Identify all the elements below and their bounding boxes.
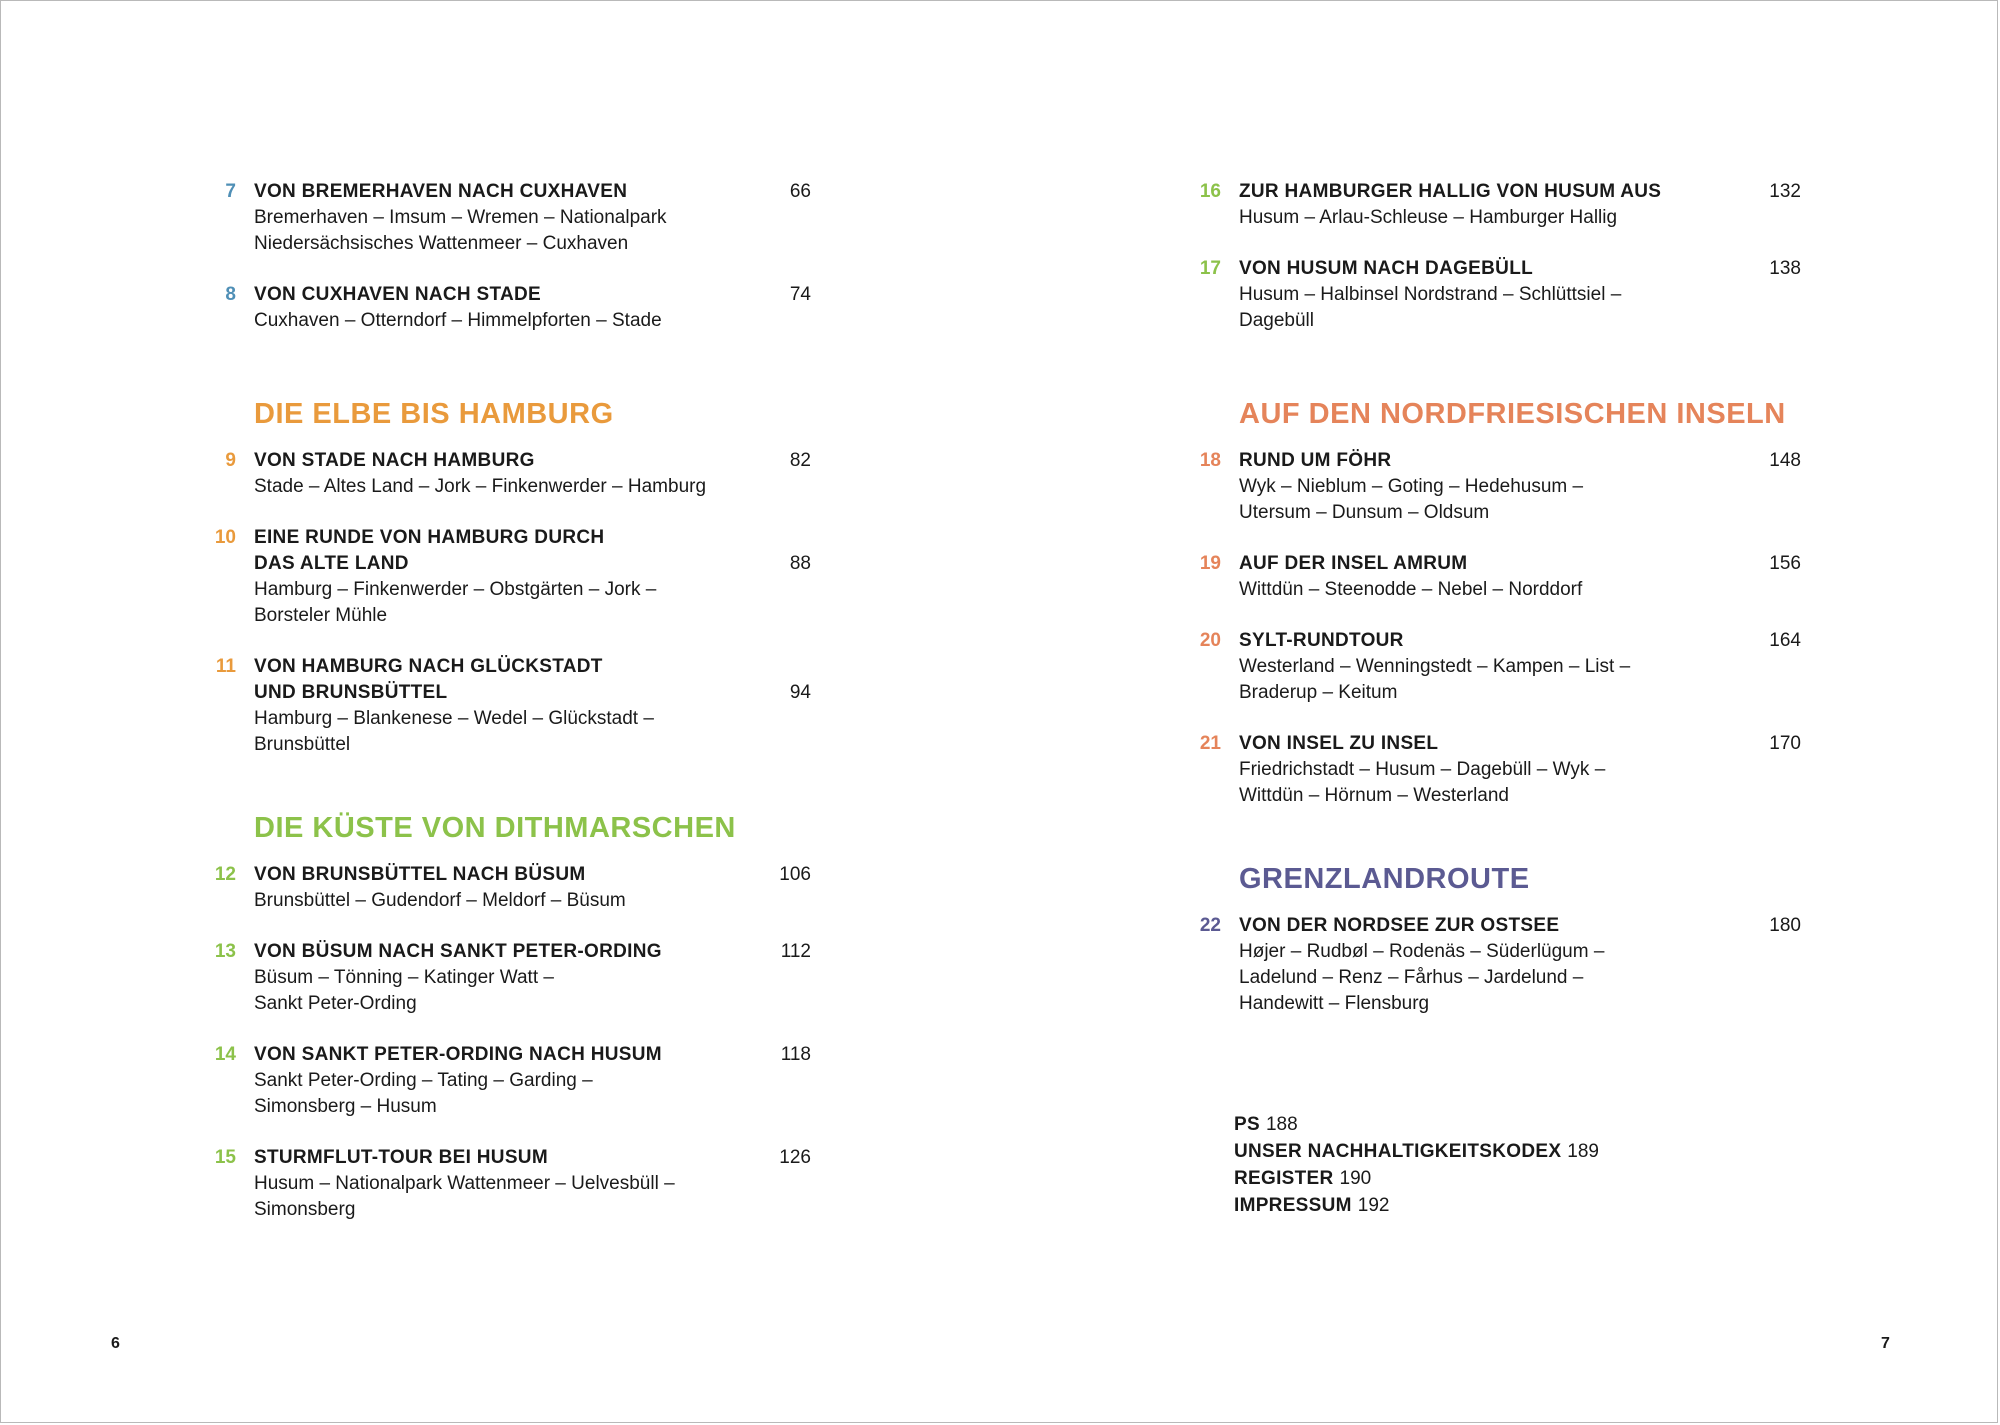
- appendix-label: UNSER NACHHALTIGKEITSKODEX: [1234, 1141, 1562, 1162]
- toc-entry-11[interactable]: [206, 654, 811, 758]
- toc-entry-19[interactable]: [1191, 551, 1801, 603]
- folio-left: 6: [111, 1335, 120, 1352]
- page-number: 132: [1769, 181, 1801, 202]
- route-title: VON SANKT PETER-ORDING NACH HUSUM: [254, 1044, 662, 1065]
- appendix-page: 190: [1339, 1168, 1372, 1189]
- page-number: 106: [779, 864, 811, 885]
- route-number: 12: [214, 864, 236, 885]
- page-number: 180: [1769, 915, 1801, 936]
- route-stops: Hamburg – Finkenwerder – Obstgärten – Jork –: [254, 579, 657, 600]
- route-stops: Husum – Halbinsel Nordstrand – Schlüttsiel –: [1239, 284, 1622, 305]
- toc-entry-18[interactable]: [1191, 448, 1801, 526]
- route-stops: Wittdün – Steenodde – Nebel – Norddorf: [1239, 579, 1583, 600]
- right-page: [1001, 1, 1999, 1422]
- route-title: VON CUXHAVEN NACH STADE: [254, 284, 541, 305]
- route-stops: Borsteler Mühle: [254, 605, 388, 626]
- route-stops: Simonsberg – Husum: [254, 1096, 437, 1117]
- route-stops: Friedrichstadt – Husum – Dagebüll – Wyk –: [1239, 759, 1606, 780]
- route-number: 9: [225, 450, 236, 471]
- route-title: STURMFLUT-TOUR BEI HUSUM: [254, 1147, 548, 1168]
- page-number: 118: [780, 1044, 811, 1065]
- page-number: 138: [1769, 258, 1801, 279]
- route-number: 22: [1199, 915, 1221, 936]
- route-stops: Brunsbüttel: [254, 734, 351, 755]
- section-heading-dithmarschen: DIE KÜSTE VON DITHMARSCHEN: [254, 812, 736, 844]
- route-stops: Bremerhaven – Imsum – Wremen – Nationalpark: [254, 207, 667, 228]
- page-number: 82: [789, 450, 811, 471]
- route-title: VON DER NORDSEE ZUR OSTSEE: [1239, 915, 1560, 936]
- folio-right: 7: [1881, 1335, 1890, 1352]
- section-heading-grenzlandroute: GRENZLANDROUTE: [1239, 863, 1530, 895]
- route-title: UND BRUNSBÜTTEL: [254, 682, 448, 703]
- right-toc-column: [1191, 179, 1801, 1042]
- route-number: 19: [1199, 553, 1221, 574]
- route-stops: Dagebüll: [1239, 310, 1314, 331]
- page-number: 94: [789, 682, 811, 703]
- route-number: 13: [214, 941, 236, 962]
- page-number: 74: [789, 284, 811, 305]
- toc-entry-14[interactable]: [206, 1042, 811, 1120]
- route-title: ZUR HAMBURGER HALLIG VON HUSUM AUS: [1239, 181, 1662, 202]
- route-stops: Westerland – Wenningstedt – Kampen – List –: [1239, 656, 1631, 677]
- appendix-item-kodex[interactable]: [1234, 1139, 1599, 1165]
- appendix-item-register[interactable]: [1234, 1166, 1599, 1192]
- appendix-label: REGISTER: [1234, 1168, 1334, 1189]
- route-number: 8: [225, 284, 236, 305]
- appendix-page: 192: [1357, 1195, 1390, 1216]
- route-number: 18: [1199, 450, 1221, 471]
- page-number: 148: [1769, 450, 1801, 471]
- appendix-page: 189: [1567, 1141, 1599, 1162]
- route-title: VON HUSUM NACH DAGEBÜLL: [1239, 258, 1534, 279]
- page-number: 164: [1769, 630, 1801, 651]
- route-stops: Braderup – Keitum: [1239, 682, 1398, 703]
- page-number: 112: [780, 941, 811, 962]
- toc-entry-13[interactable]: [206, 939, 811, 1017]
- route-number: 7: [225, 181, 236, 202]
- toc-entry-8[interactable]: [206, 282, 811, 334]
- route-title: VON BÜSUM NACH SANKT PETER-ORDING: [254, 941, 662, 962]
- route-stops: Ladelund – Renz – Fårhus – Jardelund –: [1239, 967, 1584, 988]
- appendix-item-impressum[interactable]: [1234, 1193, 1599, 1219]
- route-title: SYLT-RUNDTOUR: [1239, 630, 1404, 651]
- toc-entry-16[interactable]: [1191, 179, 1801, 231]
- route-stops: Hamburg – Blankenese – Wedel – Glückstadt –: [254, 708, 654, 729]
- route-stops: Sankt Peter-Ording: [254, 993, 417, 1014]
- left-page: [1, 1, 1001, 1422]
- page-number: 170: [1769, 733, 1801, 754]
- page-number: 88: [789, 553, 811, 574]
- toc-entry-12[interactable]: [206, 862, 811, 914]
- appendix-label: PS: [1234, 1114, 1260, 1135]
- route-number: 21: [1199, 733, 1221, 754]
- route-stops: Stade – Altes Land – Jork – Finkenwerder – Hamburg: [254, 476, 707, 497]
- route-title: VON INSEL ZU INSEL: [1239, 733, 1439, 754]
- route-stops: Niedersächsisches Wattenmeer – Cuxhaven: [254, 233, 629, 254]
- toc-entry-21[interactable]: [1191, 731, 1801, 809]
- page-number: 156: [1769, 553, 1801, 574]
- left-toc-column: [206, 179, 811, 1248]
- route-title: DAS ALTE LAND: [254, 553, 409, 574]
- appendix-page: 188: [1265, 1114, 1298, 1135]
- toc-entry-9[interactable]: [206, 448, 811, 500]
- route-number: 17: [1199, 258, 1221, 279]
- route-number: 20: [1199, 630, 1221, 651]
- toc-entry-7[interactable]: [206, 179, 811, 257]
- route-stops: Husum – Nationalpark Wattenmeer – Uelvesbüll –: [254, 1173, 675, 1194]
- route-number: 11: [215, 656, 236, 677]
- appendix-item-ps[interactable]: [1234, 1112, 1599, 1138]
- toc-entry-10[interactable]: [206, 525, 811, 629]
- route-stops: Højer – Rudbøl – Rodenäs – Süderlügum –: [1239, 941, 1605, 962]
- toc-entry-22[interactable]: [1191, 913, 1801, 1017]
- route-stops: Sankt Peter-Ording – Tating – Garding –: [254, 1070, 593, 1091]
- toc-entry-20[interactable]: [1191, 628, 1801, 706]
- route-stops: Handewitt – Flensburg: [1239, 993, 1430, 1014]
- route-stops: Utersum – Dunsum – Oldsum: [1239, 502, 1490, 523]
- route-stops: Brunsbüttel – Gudendorf – Meldorf – Büsum: [254, 890, 626, 911]
- route-stops: Büsum – Tönning – Katinger Watt –: [254, 967, 554, 988]
- route-number: 16: [1199, 181, 1221, 202]
- route-stops: Wittdün – Hörnum – Westerland: [1239, 785, 1509, 806]
- section-heading-inseln: AUF DEN NORDFRIESISCHEN INSELN: [1239, 398, 1786, 430]
- route-title: EINE RUNDE VON HAMBURG DURCH: [254, 527, 605, 548]
- toc-entry-17[interactable]: [1191, 256, 1801, 334]
- route-title: VON STADE NACH HAMBURG: [254, 450, 535, 471]
- section-heading-elbe: DIE ELBE BIS HAMBURG: [254, 398, 614, 430]
- route-number: 14: [214, 1044, 236, 1065]
- page-number: 66: [789, 181, 811, 202]
- route-number: 10: [214, 527, 236, 548]
- route-stops: Wyk – Nieblum – Goting – Hedehusum –: [1239, 476, 1584, 497]
- page-number: 126: [779, 1147, 811, 1168]
- appendix-list: [1234, 1112, 1599, 1220]
- route-stops: Husum – Arlau-Schleuse – Hamburger Hallig: [1239, 207, 1618, 228]
- route-title: VON BRUNSBÜTTEL NACH BÜSUM: [254, 864, 586, 885]
- route-number: 15: [214, 1147, 236, 1168]
- route-title: VON HAMBURG NACH GLÜCKSTADT: [254, 656, 603, 677]
- route-title: RUND UM FÖHR: [1239, 450, 1392, 471]
- route-stops: Simonsberg: [254, 1199, 356, 1220]
- route-stops: Cuxhaven – Otterndorf – Himmelpforten – Stade: [254, 310, 662, 331]
- route-title: AUF DER INSEL AMRUM: [1239, 553, 1468, 574]
- toc-entry-15[interactable]: [206, 1145, 811, 1223]
- route-title: VON BREMERHAVEN NACH CUXHAVEN: [254, 181, 628, 202]
- appendix-label: IMPRESSUM: [1234, 1195, 1352, 1216]
